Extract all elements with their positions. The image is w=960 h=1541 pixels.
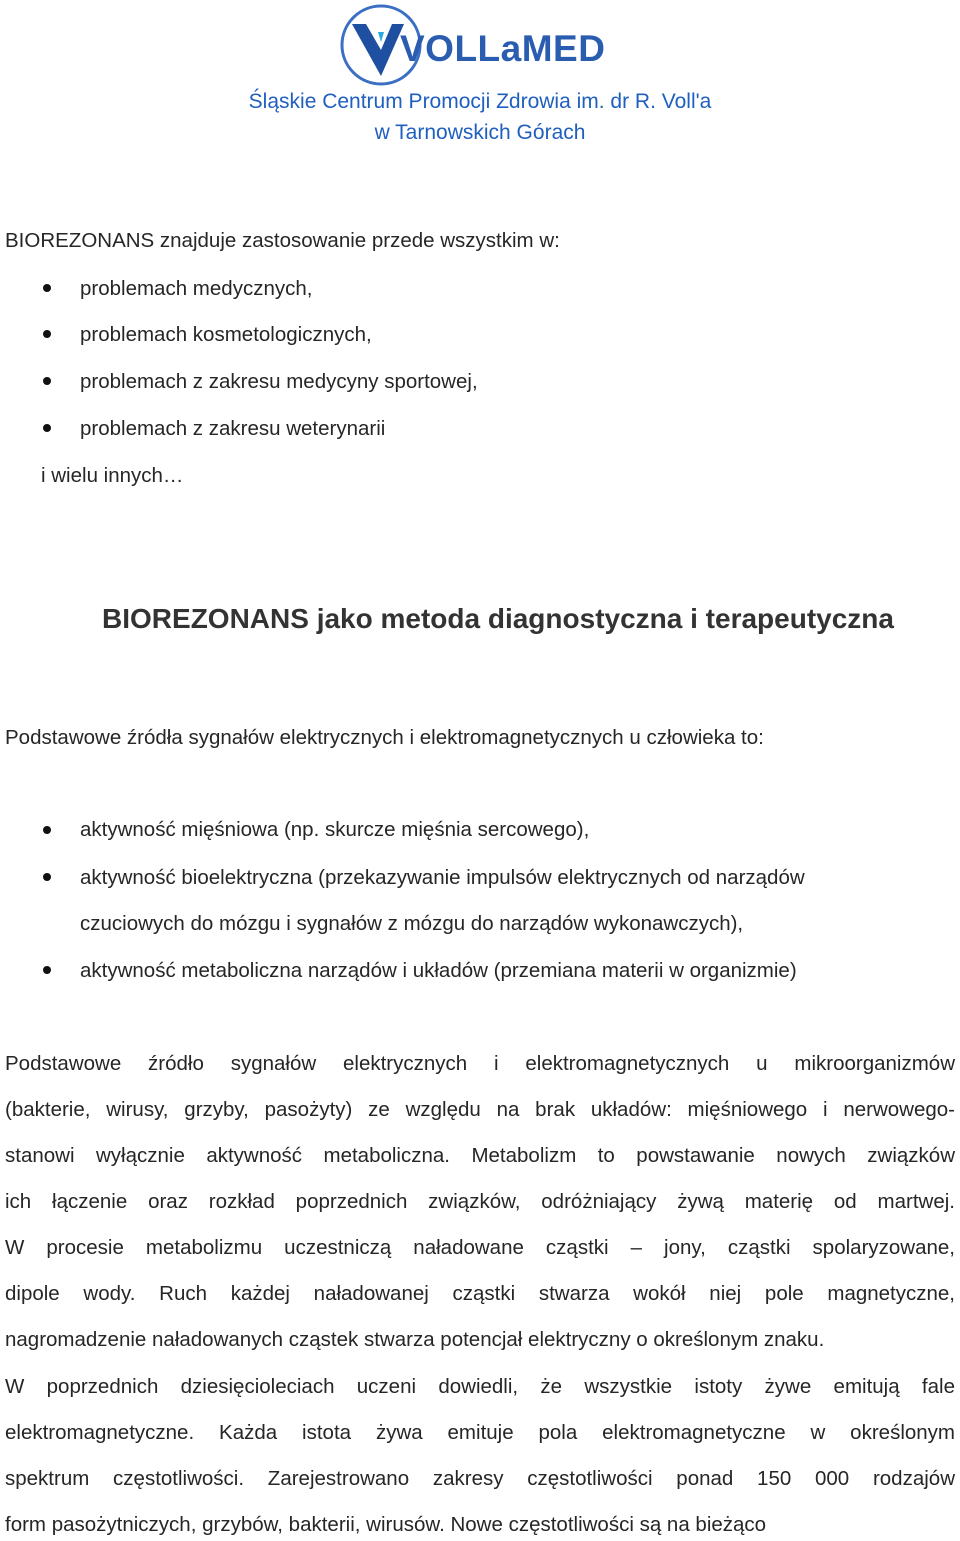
- bullet-icon: [43, 424, 51, 432]
- paragraph-line: W poprzednich dziesięcioleciach uczeni dowiedli, że wszystkie istoty żywe emitują fale: [5, 1375, 955, 1398]
- paragraph-line: Podstawowe źródło sygnałów elektrycznych i elektromagnetycznych u mikroorganizmów: [5, 1052, 955, 1075]
- paragraph-line: form pasożytniczych, grzybów, bakterii, wirusów. Nowe częstotliwości są na bieżąco: [5, 1513, 767, 1536]
- logo-text: VOLLaMED: [400, 28, 606, 69]
- bullet-icon: [43, 873, 51, 881]
- list-item: problemach kosmetologicznych,: [80, 323, 372, 346]
- list-item: problemach medycznych,: [80, 277, 313, 300]
- section2-intro: Podstawowe źródła sygnałów elektrycznych i elektromagnetycznych u człowieka to:: [5, 726, 764, 749]
- paragraph-line: (bakterie, wirusy, grzyby, pasożyty) ze względu na brak układów: mięśniowego i nerwowego-: [5, 1098, 955, 1121]
- paragraph-line: stanowi wyłącznie aktywność metaboliczna. Metabolizm to powstawanie nowych związków: [5, 1144, 955, 1167]
- paragraph-line: W procesie metabolizmu uczestniczą naładowane cząstki – jony, cząstki spolaryzowane,: [5, 1236, 955, 1259]
- paragraph-line: dipole wody. Ruch każdej naładowanej cząstki stwarza wokół niej pole magnetyczne,: [5, 1282, 955, 1305]
- list-item-continuation: czuciowych do mózgu i sygnałów z mózgu do narządów wykonawczych),: [80, 912, 744, 935]
- list-item: aktywność bioelektryczna (przekazywanie impulsów elektrycznych od narządów: [80, 866, 805, 889]
- paragraph-line: nagromadzenie naładowanych cząstek stwarza potencjał elektryczny o określonym znaku.: [5, 1328, 825, 1351]
- list-item: problemach z zakresu weterynarii: [80, 417, 386, 440]
- bullet-icon: [43, 966, 51, 974]
- paragraph-line: elektromagnetyczne. Każda istota żywa emituje pola elektromagnetyczne w określonym: [5, 1421, 955, 1444]
- bullet-icon: [43, 826, 51, 834]
- bullet-icon: [43, 330, 51, 338]
- section1-intro: BIOREZONANS znajduje zastosowanie przede wszystkim w:: [5, 229, 560, 252]
- list-item: aktywność mięśniowa (np. skurcze mięśnia sercowego),: [80, 818, 590, 841]
- paragraph-line: ich łączenie oraz rozkład poprzednich związków, odróżniający żywą materię od martwej.: [5, 1190, 955, 1213]
- section1-outro: i wielu innych…: [41, 464, 184, 487]
- list-item: aktywność metaboliczna narządów i układów (przemiana materii w organizmie): [80, 959, 797, 982]
- section-heading: BIOREZONANS jako metoda diagnostyczna i terapeutyczna: [102, 603, 894, 634]
- bullet-icon: [43, 284, 51, 292]
- bullet-icon: [43, 377, 51, 385]
- list-item: problemach z zakresu medycyny sportowej,: [80, 370, 478, 393]
- org-name-line-2: w Tarnowskich Górach: [374, 121, 586, 144]
- org-name-line-1: Śląskie Centrum Promocji Zdrowia im. dr R. Voll'a: [248, 90, 712, 113]
- paragraph-line: spektrum częstotliwości. Zarejestrowano zakresy częstotliwości ponad 150 000 rodzajów: [5, 1467, 955, 1490]
